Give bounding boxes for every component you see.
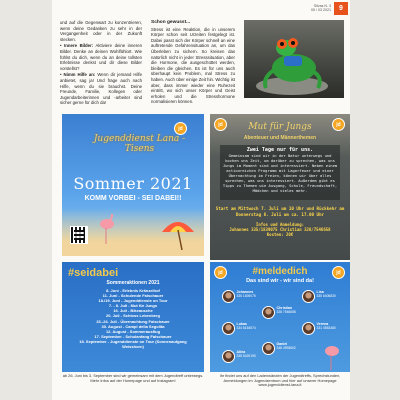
- list-item: 16. Juli - Bikeausche: [113, 308, 153, 314]
- jugenddienst-poster: [62, 114, 204, 256]
- flamingo-icon: [96, 214, 118, 244]
- caption: ab 26. Juni bis 3. September sind wir gemeinsam mit dem Jugendtreff unterwegs. Mehr Infos auf der Homepage und auf Instagram!: [62, 373, 204, 383]
- registration-info: Infos und Anmeldung: Johannes 335/1839075 Christian 328/7546658 Kosten: 20€: [229, 222, 331, 237]
- jugenddienst-logo: jd: [332, 266, 345, 279]
- jugenddienst-logo: jd: [174, 122, 187, 135]
- flamingo-icon: [322, 342, 342, 370]
- avatar: [262, 342, 275, 355]
- poster-description: Zwei Tage nur für uns. Gemeinsam sind wir in der Natur unterwegs und kochen uns Zeit, um darüber zu sprechen, was uns Jungs im Moment sind und interessiert. Neben einem actionreichen Programm mit Lagerfeuer und einer Übernachtung im Freien, können wir über alles sprechen, was uns interessiert. Außerdem gibt es Tipps zu Themen wie Ausgang, Schule, Freundschaft, Mädchen und vieles mehr.: [222, 147, 338, 193]
- seidabei-poster: [62, 262, 204, 372]
- caption: Ihr findet uns auf den Ladenwänden der Jugendtreffs, Sprechstunden, Anmeldungen im Jugendzentrum und hier auf unserer Homepage www.jugenddienst-lana.it: [219, 373, 341, 388]
- page-header: [311, 2, 348, 15]
- frog-photo: [244, 20, 344, 98]
- bullet-item: • Nimm Hilfe an: Wenn dir jemand Hilfe anbietet, sag ja! Und frage auch nach Hilfe, wenn du sie brauchst. Deine Freunde, Familie, Kollegen oder Jugendarbeiterinnen und -arbeiter sind sicher gerne für dich da!: [60, 72, 142, 106]
- list-item: 23.-24. Juli - Übernachtung Falschauer: [96, 318, 170, 324]
- article-column-2: [151, 20, 235, 106]
- contact-card: Lisa 335 6406830: [302, 290, 340, 303]
- list-item: 20. Juli - Schloss Lebenberg: [105, 313, 160, 319]
- list-item: 30. August - Campi della Segolita: [101, 323, 165, 329]
- list-item: 18./19. Juni - Jugenddienste on Tour: [98, 298, 168, 304]
- paragraph: Stress ist eine Reaktion, die in unserem Körper schon seit Urzeiten festgelegt ist. Dabei passt sich der Körper schnell an eine auftretende Gefahrensituation an, um das Überleben zu sichern. So kreisen das natürlich nicht in jeder Stresssituation, aber die Hormone, die ausgeschüttet werden, bleiben die gleichen. Es ist für uns auch überhaupt kein Problem, mal Stress zu haben. Auch über einige Zeit hin. Wichtig ist aber, dass immer wieder eine Ruhezeit eintritt, wo sich unser Körper und Geist erholen und die Stresshormone normalisieren können.: [151, 26, 235, 105]
- list-item: 12. August - Sommerausflug: [105, 328, 161, 334]
- list-item: 18. September - Jugenddienste on Tour (Sonnenaufgang Weisshorn): [79, 338, 187, 350]
- event-list: [68, 288, 198, 349]
- contact-card: Lukas 334 6154574: [222, 322, 260, 335]
- poster-call-to-action: KOMM VORBEI - SEI DABEI!!: [84, 195, 182, 202]
- sidebar-heading: Schon gewusst...: [151, 20, 191, 25]
- umbrella-icon: [160, 216, 196, 250]
- list-item: 8. Juni - Erlebnis Kränzelhof: [106, 288, 160, 293]
- contact-card: Alina 335 5420190: [222, 350, 260, 363]
- poster-title: #seidabei: [68, 267, 119, 279]
- avatar: [222, 322, 235, 335]
- avatar: [222, 290, 235, 303]
- event-dates: Start am Mittwoch 7. Juli um 10 Uhr und Rückkehr am Donnerstag 8. Juli um ca. 17.00 Uhr: [215, 206, 345, 217]
- poster-title: Jugenddienst Lana - Tisens: [93, 134, 186, 154]
- jugenddienst-logo: jd: [214, 266, 227, 279]
- poster-title: #meldedich: [252, 266, 308, 277]
- article-column-1: [60, 20, 142, 107]
- poster-subtitle: Abenteuer und Männerthemen: [243, 135, 317, 141]
- avatar: [302, 290, 315, 303]
- poster-title: Mut für Jungs: [248, 122, 312, 132]
- qr-code-icon: [70, 226, 88, 244]
- bullet-item: • Innere Bilder: Aktiviere deine inneren Bilder. Denke an deinen Wohlfühlort. Wie fühlst du dich, wenn du an deine tollsten Erlebnisse denkst und dir diese Bilder vorstellst?: [60, 43, 143, 71]
- contact-card: Daniel 348 4993602: [262, 342, 300, 355]
- paragraph: und auf die Gegenwart zu konzentrieren, wenn deine Gedanken zu sehr in der Vergangenheit oder in der Zukunft stecken.: [60, 20, 142, 42]
- poster-subtitle: Das sind wir - wir sind da!: [246, 278, 314, 284]
- poster-subtitle: Sommeraktionen 2021: [106, 280, 160, 286]
- frog-illustration: [244, 20, 344, 98]
- avatar: [302, 322, 315, 335]
- contact-card: Christian 328 7546658: [262, 306, 300, 319]
- list-item: 11. Juni - Schulende Falschauer: [102, 293, 164, 299]
- magazine-page: [52, 0, 350, 400]
- meldedich-poster: [210, 262, 350, 372]
- mut-fuer-jungs-poster: [210, 114, 350, 260]
- list-item: 17. September - Schulanfang Falschauer: [94, 333, 172, 339]
- jugenddienst-logo: jd: [332, 118, 345, 131]
- avatar: [262, 306, 275, 319]
- contact-card: Verena 331 4553480: [302, 322, 340, 335]
- page-number: 9: [334, 2, 348, 15]
- contact-card: Johannes 335 1839075: [222, 290, 260, 303]
- poster-headline: Sommer 2021: [73, 174, 193, 193]
- avatar: [222, 350, 235, 363]
- issue-date: Silvas N. 3 05 / 03 2021: [311, 4, 331, 12]
- jugenddienst-logo: jd: [214, 118, 227, 131]
- list-item: 7. - 8. Juli - Mut für Jungs: [108, 303, 158, 309]
